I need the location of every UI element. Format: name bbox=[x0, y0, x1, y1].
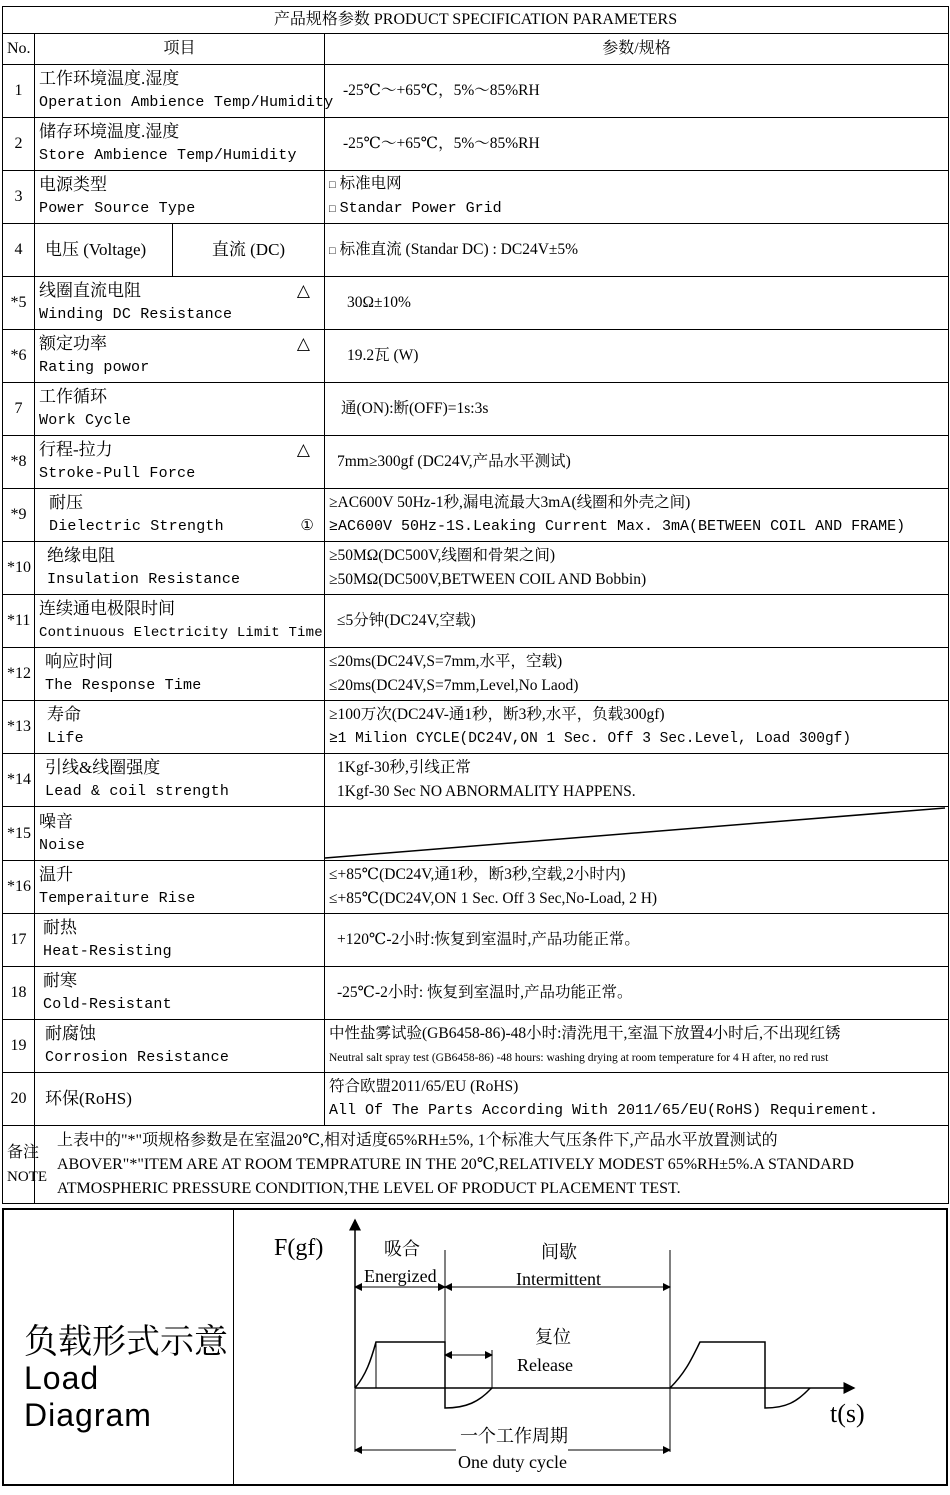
release-label-en: Release bbox=[517, 1355, 573, 1375]
header-item: 项目 bbox=[35, 34, 325, 65]
item-en-text: Dielectric Strength bbox=[49, 518, 224, 535]
value-line: 1Kgf-30 Sec NO ABNORMALITY HAPPENS. bbox=[337, 783, 636, 800]
value-cell bbox=[325, 595, 949, 648]
note-line: ATMOSPHERIC PRESSURE CONDITION,THE LEVEL OF PRODUCT PLACEMENT TEST. bbox=[57, 1179, 681, 1197]
diagonal-slash bbox=[325, 807, 945, 860]
value-cell-empty bbox=[325, 807, 949, 861]
item-cn: 响应时间 bbox=[45, 652, 113, 671]
row-no: *16 bbox=[3, 861, 35, 914]
diagonal-line bbox=[325, 808, 945, 858]
table-row bbox=[3, 967, 949, 1020]
load-diagram bbox=[234, 1210, 948, 1484]
row-no: 3 bbox=[3, 171, 35, 224]
item-en: Corrosion Resistance bbox=[45, 1049, 230, 1066]
item-en: Cold-Resistant bbox=[43, 996, 172, 1013]
row-no: 20 bbox=[3, 1073, 35, 1126]
row-no: *5 bbox=[3, 277, 35, 330]
item-cell bbox=[35, 967, 325, 1020]
item-en: Noise bbox=[39, 836, 86, 854]
table-row bbox=[3, 1020, 949, 1073]
item-cn bbox=[39, 438, 320, 462]
item-en: Lead & coil strength bbox=[45, 783, 230, 800]
value-line: ≥50MΩ(DC500V,线圈和骨架之间) bbox=[329, 547, 555, 564]
value-cell bbox=[325, 542, 949, 595]
item-cell bbox=[35, 701, 325, 754]
row-no: *12 bbox=[3, 648, 35, 701]
table-row bbox=[3, 224, 949, 277]
triangle-icon: △ bbox=[296, 281, 310, 300]
table-row bbox=[3, 383, 949, 436]
circled-one-icon: ① bbox=[300, 518, 314, 535]
load-diagram-panel bbox=[2, 1208, 948, 1486]
item-cn: 环保(RoHS) bbox=[45, 1089, 132, 1108]
item-cell bbox=[35, 330, 325, 383]
item-cn bbox=[39, 332, 320, 356]
item-cn: 耐压 bbox=[49, 493, 83, 512]
value-line: ≤+85℃(DC24V,ON 1 Sec. Off 3 Sec,No-Load, 2 H) bbox=[329, 890, 658, 907]
energized-pulse-2 bbox=[670, 1342, 765, 1388]
table-row bbox=[3, 118, 949, 171]
item-cn: 引线&线圈强度 bbox=[45, 758, 161, 777]
table-row bbox=[3, 171, 949, 224]
item-cn: 电源类型 bbox=[39, 175, 107, 194]
table-row bbox=[3, 861, 949, 914]
item-en: Work Cycle bbox=[39, 412, 132, 429]
note-text bbox=[35, 1126, 949, 1204]
table-row bbox=[3, 65, 949, 118]
item-sub-cell bbox=[173, 224, 325, 277]
item-cn: 耐腐蚀 bbox=[45, 1024, 96, 1043]
triangle-icon: △ bbox=[296, 440, 310, 459]
row-no: *11 bbox=[3, 595, 35, 648]
item-cell bbox=[35, 754, 325, 807]
value-cell bbox=[325, 224, 949, 277]
row-no: 4 bbox=[3, 224, 35, 277]
value-cell bbox=[325, 914, 949, 967]
value-cell bbox=[325, 277, 949, 330]
value-line: ≤20ms(DC24V,S=7mm,水平，空载) bbox=[329, 653, 563, 670]
value-line: 1Kgf-30秒,引线正常 bbox=[337, 759, 471, 776]
value-cell bbox=[325, 648, 949, 701]
item-en: Heat-Resisting bbox=[43, 943, 172, 960]
value-line: 中性盐雾试验(GB6458-86)-48小时:清洗甩干,室温下放置4小时后,不出现红锈 bbox=[329, 1025, 841, 1042]
duty-cycle-label-en: One duty cycle bbox=[458, 1452, 567, 1472]
value-line: 19.2瓦 (W) bbox=[347, 347, 419, 364]
value-line bbox=[329, 197, 944, 222]
item-cn: 温升 bbox=[39, 865, 73, 884]
item-cn: 工作循环 bbox=[39, 387, 107, 406]
table-title: 产品规格参数 PRODUCT SPECIFICATION PARAMETERS bbox=[3, 7, 949, 34]
note-line: ABOVER"*"ITEM ARE AT ROOM TEMPRATURE IN THE 20℃,RELATIVELY MODEST 65%RH±5%.A STANDARD bbox=[57, 1155, 854, 1173]
value-cell bbox=[325, 861, 949, 914]
value-cell bbox=[325, 1020, 949, 1073]
table-row bbox=[3, 1073, 949, 1126]
item-cell bbox=[35, 1020, 325, 1073]
release-curve-1 bbox=[445, 1388, 492, 1408]
value-line: All Of The Parts According With 2011/65/EU(RoHS) Requirement. bbox=[329, 1102, 879, 1119]
item-cn: 耐寒 bbox=[43, 971, 77, 990]
energized-pulse-1 bbox=[355, 1342, 445, 1388]
value-text: 标准电网 bbox=[339, 175, 402, 192]
item-cn bbox=[39, 279, 320, 303]
row-no: 1 bbox=[3, 65, 35, 118]
row-no: *15 bbox=[3, 807, 35, 861]
load-diagram-title-cell bbox=[4, 1210, 234, 1484]
item-en bbox=[39, 515, 320, 539]
table-row bbox=[3, 701, 949, 754]
row-no: 7 bbox=[3, 383, 35, 436]
row-no: *14 bbox=[3, 754, 35, 807]
item-cn-text: 行程-拉力 bbox=[39, 440, 113, 459]
table-row bbox=[3, 807, 949, 861]
table-row bbox=[3, 595, 949, 648]
row-no: *9 bbox=[3, 489, 35, 542]
value-line: ≤5分钟(DC24V,空载) bbox=[337, 612, 476, 629]
item-cn: 耐热 bbox=[43, 918, 77, 937]
value-text: 标准直流 (Standar DC) : DC24V±5% bbox=[339, 240, 579, 258]
note-label bbox=[3, 1126, 47, 1204]
item-cell bbox=[35, 1073, 325, 1126]
value-line: -25℃～+65℃，5%～85%RH bbox=[343, 82, 540, 99]
item-en: Temperaiture Rise bbox=[39, 890, 196, 907]
value-line: ≥100万次(DC24V-通1秒，断3秒,水平，负载300gf) bbox=[329, 706, 665, 723]
item-cell bbox=[35, 224, 173, 277]
item-cell bbox=[35, 861, 325, 914]
table-row bbox=[3, 914, 949, 967]
item-cell bbox=[35, 914, 325, 967]
spec-table bbox=[2, 6, 949, 1204]
item-en: Life bbox=[47, 730, 84, 747]
value-line: ≥50MΩ(DC500V,BETWEEN COIL AND Bobbin) bbox=[329, 571, 647, 588]
value-cell bbox=[325, 118, 949, 171]
intermittent-label-en: Intermittent bbox=[516, 1269, 601, 1289]
row-no: *13 bbox=[3, 701, 35, 754]
value-line: ≥AC600V 50Hz-1秒,漏电流最大3mA(线圈和外壳之间) bbox=[329, 494, 691, 511]
value-line: 通(ON):断(OFF)=1s:3s bbox=[341, 400, 489, 417]
item-cn-text: 额定功率 bbox=[39, 334, 107, 353]
value-line: +120℃-2小时:恢复到室温时,产品功能正常。 bbox=[337, 931, 640, 948]
item-cell bbox=[35, 118, 325, 171]
value-cell bbox=[325, 754, 949, 807]
value-line: ≤20ms(DC24V,S=7mm,Level,No Laod) bbox=[329, 677, 579, 694]
value-cell bbox=[325, 65, 949, 118]
value-line-small: Neutral salt spray test (GB6458-86) -48 hours: washing drying at room temperature for 4 H after, no red rust bbox=[329, 1052, 829, 1064]
note-line: 上表中的"*"项规格参数是在室温20℃,相对适度65%RH±5%, 1个标准大气压条件下,产品水平放置测试的 bbox=[57, 1131, 778, 1149]
value-line: ≤+85℃(DC24V,通1秒，断3秒,空载,2小时内) bbox=[329, 866, 626, 883]
checkbox-icon: □ bbox=[329, 179, 336, 191]
item-en: Store Ambience Temp/Humidity bbox=[39, 147, 297, 164]
item-cn: 电压 (Voltage) bbox=[45, 240, 147, 259]
table-row bbox=[3, 489, 949, 542]
item-cn: 噪音 bbox=[39, 811, 73, 831]
value-line: 7mm≥300gf (DC24V,产品水平测试) bbox=[337, 453, 571, 470]
item-cn: 工作环境温度.湿度 bbox=[39, 69, 180, 88]
value-cell bbox=[325, 701, 949, 754]
checkbox-icon: □ bbox=[329, 244, 336, 257]
item-cell bbox=[35, 807, 325, 861]
note-label-cn: 备注 bbox=[7, 1143, 40, 1161]
row-no: 2 bbox=[3, 118, 35, 171]
checkbox-icon: □ bbox=[329, 204, 336, 216]
note-label-en: NOTE bbox=[7, 1168, 47, 1185]
energized-label-en: Energized bbox=[364, 1266, 437, 1286]
table-row bbox=[3, 436, 949, 489]
item-en: Continuous Electricity Limit Time bbox=[39, 625, 323, 641]
value-text: Standar Power Grid bbox=[339, 200, 502, 217]
item-cell bbox=[35, 648, 325, 701]
triangle-icon: △ bbox=[296, 334, 310, 353]
item-en: Rating powor bbox=[39, 359, 150, 376]
item-sub: 直流 (DC) bbox=[211, 240, 286, 259]
y-axis-label: F(gf) bbox=[274, 1235, 324, 1261]
value-line: -25℃～+65℃，5%～85%RH bbox=[343, 135, 540, 152]
item-cell bbox=[35, 171, 325, 224]
value-cell bbox=[325, 171, 949, 224]
table-row bbox=[3, 330, 949, 383]
header-row bbox=[3, 34, 949, 65]
table-row bbox=[3, 754, 949, 807]
value-cell bbox=[325, 489, 949, 542]
value-line: 30Ω±10% bbox=[347, 294, 411, 311]
item-cn: 储存环境温度.湿度 bbox=[39, 122, 180, 141]
x-axis-label: t(s) bbox=[830, 1399, 865, 1428]
row-no: *10 bbox=[3, 542, 35, 595]
title-row bbox=[3, 7, 949, 34]
value-cell bbox=[325, 330, 949, 383]
intermittent-label-cn: 间歇 bbox=[541, 1242, 577, 1262]
row-no: *6 bbox=[3, 330, 35, 383]
item-en: Insulation Resistance bbox=[47, 571, 241, 588]
item-cell bbox=[35, 65, 334, 118]
table-row bbox=[3, 277, 949, 330]
release-label-cn: 复位 bbox=[535, 1327, 571, 1347]
item-en: Winding DC Resistance bbox=[39, 306, 233, 323]
value-line: -25℃-2小时: 恢复到室温时,产品功能正常。 bbox=[337, 984, 633, 1001]
row-no: 19 bbox=[3, 1020, 35, 1073]
release-curve-2 bbox=[765, 1388, 810, 1408]
row-no: *8 bbox=[3, 436, 35, 489]
value-line: ≥1 Milion CYCLE(DC24V,ON 1 Sec. Off 3 Sec.Level, Load 300gf) bbox=[329, 731, 852, 747]
item-en: Operation Ambience Temp/Humidity bbox=[39, 94, 334, 111]
item-cn: 连续通电极限时间 bbox=[39, 599, 175, 618]
row-no: 18 bbox=[3, 967, 35, 1020]
item-en: Power Source Type bbox=[39, 200, 196, 217]
header-no: No. bbox=[3, 34, 35, 65]
item-cn-text: 线圈直流电阻 bbox=[39, 281, 141, 300]
note-row bbox=[3, 1126, 949, 1204]
item-cell bbox=[35, 542, 325, 595]
table-row bbox=[3, 542, 949, 595]
item-cell bbox=[35, 595, 325, 648]
value-line: ≥AC600V 50Hz-1S.Leaking Current Max. 3mA(BETWEEN COIL AND FRAME) bbox=[329, 518, 906, 535]
spec-sheet bbox=[2, 6, 948, 1204]
item-cell bbox=[35, 383, 325, 436]
value-cell bbox=[325, 383, 949, 436]
header-param: 参数/规格 bbox=[325, 34, 949, 65]
value-line: 符合欧盟2011/65/EU (RoHS) bbox=[329, 1078, 519, 1095]
item-en: The Response Time bbox=[45, 677, 202, 694]
item-cell bbox=[35, 489, 325, 542]
load-diagram-title-en: Load Diagram bbox=[24, 1360, 152, 1433]
item-cell bbox=[35, 436, 325, 489]
item-en: Stroke-Pull Force bbox=[39, 465, 196, 482]
item-cn: 寿命 bbox=[47, 705, 81, 724]
item-cn: 绝缘电阻 bbox=[47, 546, 115, 565]
item-cell bbox=[35, 277, 325, 330]
value-cell bbox=[325, 436, 949, 489]
energized-label-cn: 吸合 bbox=[384, 1239, 420, 1259]
value-line bbox=[329, 172, 944, 197]
value-cell bbox=[325, 967, 949, 1020]
value-cell bbox=[325, 1073, 949, 1126]
value-line bbox=[329, 238, 944, 263]
duty-cycle-label-cn: 一个工作周期 bbox=[460, 1426, 568, 1446]
load-diagram-title-cn: 负载形式示意 bbox=[24, 1324, 228, 1361]
row-no: 17 bbox=[3, 914, 35, 967]
table-row bbox=[3, 648, 949, 701]
